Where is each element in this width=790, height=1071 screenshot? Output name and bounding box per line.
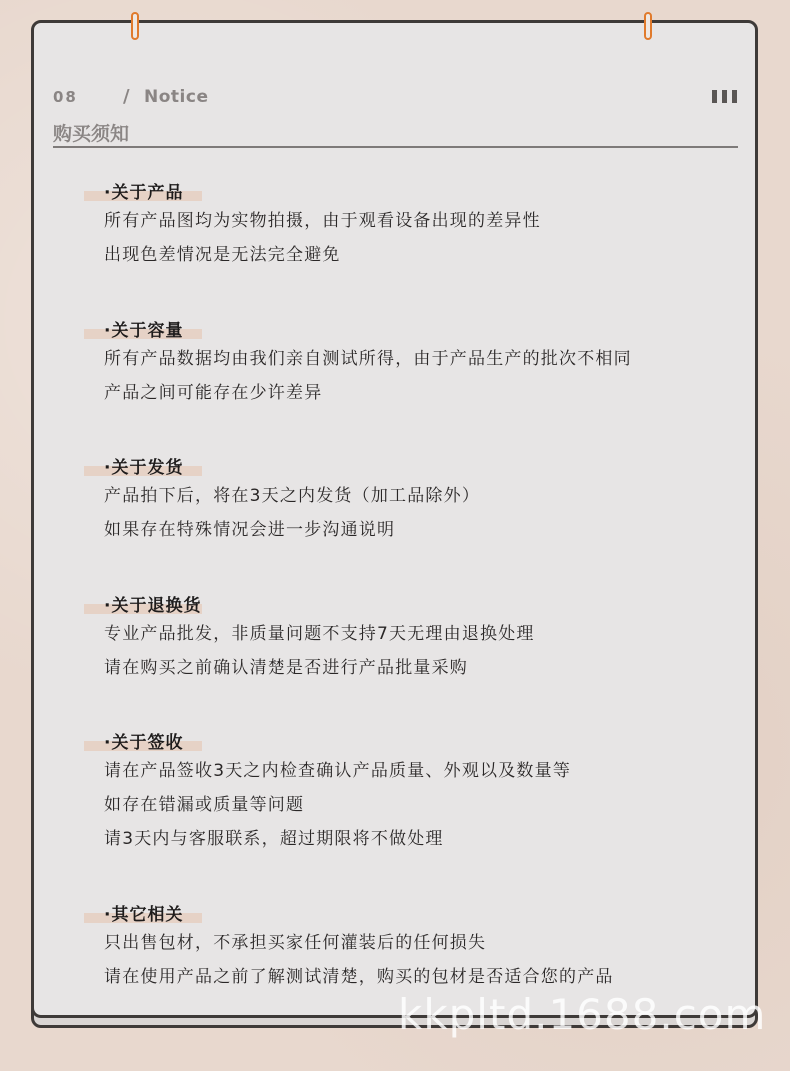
section-line: 请3天内与客服联系，超过期限将不做处理 <box>104 829 444 849</box>
binder-ring-left <box>131 12 139 40</box>
binder-ring-right <box>644 12 652 40</box>
section-title: ·关于退换货 <box>104 596 202 616</box>
section-line: 请在产品签收3天之内检查确认产品质量、外观以及数量等 <box>104 761 572 781</box>
section-heading <box>84 316 632 342</box>
section-line: 所有产品图均为实物拍摄，由于观看设备出现的差异性 <box>104 211 541 231</box>
section-line: 所有产品数据均由我们亲自测试所得，由于产品生产的批次不相同 <box>104 349 632 369</box>
section-heading <box>84 728 571 754</box>
section-line: 产品拍下后，将在3天之内发货（加工品除外） <box>104 486 481 506</box>
menu-bars-icon <box>712 90 737 103</box>
watermark: kkpltd.1688.com <box>398 990 767 1039</box>
header-slash: / <box>123 86 130 107</box>
section-heading <box>84 178 541 204</box>
card-header <box>53 86 737 110</box>
section-product <box>84 178 541 272</box>
section-other <box>84 900 614 994</box>
section-number: 08 <box>53 88 78 106</box>
title-divider <box>53 146 738 148</box>
section-title: ·关于发货 <box>104 458 184 478</box>
section-title: ·关于签收 <box>104 733 184 753</box>
notice-label: Notice <box>144 87 209 107</box>
section-title: ·其它相关 <box>104 905 184 925</box>
section-heading <box>84 900 614 926</box>
section-shipping <box>84 453 480 547</box>
section-line: 专业产品批发，非质量问题不支持7天无理由退换处理 <box>104 624 535 644</box>
section-line: 产品之间可能存在少许差异 <box>104 383 323 403</box>
section-title: ·关于容量 <box>104 321 184 341</box>
section-line: 请在使用产品之前了解测试清楚，购买的包材是否适合您的产品 <box>104 967 614 987</box>
section-heading <box>84 591 535 617</box>
page-title: 购买须知 <box>53 123 130 145</box>
section-line: 如存在错漏或质量等问题 <box>104 795 305 815</box>
section-receipt <box>84 728 571 856</box>
section-returns <box>84 591 535 685</box>
section-line: 请在购买之前确认清楚是否进行产品批量采购 <box>104 658 468 678</box>
section-heading <box>84 453 480 479</box>
section-capacity <box>84 316 632 410</box>
section-line: 如果存在特殊情况会进一步沟通说明 <box>104 520 396 540</box>
section-line: 出现色差情况是无法完全避免 <box>104 245 341 265</box>
section-title: ·关于产品 <box>104 183 184 203</box>
section-line: 只出售包材，不承担买家任何灌装后的任何损失 <box>104 933 487 953</box>
